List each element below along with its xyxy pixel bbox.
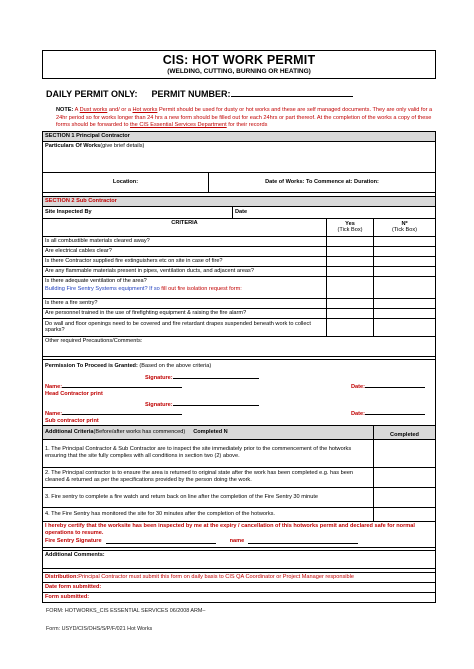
no-checkbox[interactable] [374, 257, 435, 266]
table-row [43, 488, 435, 508]
comments-label: Additional Comments: [45, 551, 105, 558]
head-name-label: Name: [45, 383, 63, 390]
yes-checkbox[interactable] [327, 247, 374, 256]
additional-heading: Additional Criteria [45, 429, 94, 436]
criteria-text: Is there adequate ventilation of the area? [45, 277, 147, 284]
dust-works-link[interactable]: Dust works [79, 107, 108, 113]
sentry-name-label: name [229, 538, 245, 545]
note-label: NOTE: [56, 107, 74, 113]
section1-heading-row [43, 132, 435, 142]
permission-block [43, 360, 435, 426]
table-row [43, 257, 435, 267]
table-row [43, 267, 435, 277]
location-label: Location: [43, 173, 209, 192]
yes-sub: (Tick Box) [337, 227, 363, 234]
sub-name-label: Name: [45, 410, 63, 417]
note-text-2: and/ or a [107, 107, 133, 113]
completed-checkbox[interactable] [374, 440, 435, 467]
no-checkbox[interactable] [374, 237, 435, 246]
permit-number-field[interactable] [231, 88, 353, 97]
no-checkbox[interactable] [374, 277, 435, 298]
additional-item-2: 2. The Principal contractor is to ensure the area is returned to original state after the work has been completed e.g. has been cleaned & returned as per the specifications provided by the person doing the work. [43, 468, 374, 487]
additional-item-3: 3. Fire sentry to complete a fire watch and return back on line after the completion of the Fire Sentry 30 minute [43, 488, 374, 507]
table-row [43, 237, 435, 247]
permit-table [42, 131, 436, 603]
completed-by-label: Completed N [193, 429, 228, 436]
hot-works-link[interactable]: Hot works [132, 107, 158, 113]
yes-checkbox[interactable] [327, 257, 374, 266]
sub-date-field[interactable] [365, 409, 425, 415]
additional-hint: (Before/after works has commenced) [93, 429, 186, 436]
permit-number-label: PERMIT NUMBER: [151, 89, 231, 99]
certify-row [43, 522, 435, 548]
form-subtitle: (WELDING, CUTTING, BURNING OR HEATING) [167, 68, 311, 75]
head-date-field[interactable] [365, 382, 425, 388]
criteria-text: Are personnel trained in the use of firefighting equipment & raising the fire alarm? [43, 309, 327, 318]
title-box [42, 50, 436, 79]
permission-hint: (Based on the above criteria) [137, 362, 212, 369]
table-row [43, 319, 435, 337]
no-checkbox[interactable] [374, 299, 435, 308]
additional-item-4: 4. The Fire Sentry has monitored the site for 30 minutes after the completion of the hotworks. [43, 508, 374, 521]
particulars-label: Particulars Of Works [45, 142, 101, 149]
sentry-name-field[interactable] [248, 538, 358, 544]
permit-form [42, 50, 436, 632]
isolation-text-a: Building Fire Sentry Systems equipment? If so [45, 285, 160, 292]
completed-checkbox[interactable] [374, 508, 435, 521]
other-precautions[interactable]: Other required Precautions/Comments: [45, 337, 143, 344]
head-contractor-label: Head Contractor print [45, 390, 103, 397]
criteria-text: Is all combustible materials cleared away? [43, 237, 327, 246]
additional-heading-row [43, 426, 435, 440]
yes-checkbox[interactable] [327, 299, 374, 308]
sub-name-field[interactable] [62, 409, 182, 415]
section2-heading: SECTION 2 Sub Contractor [45, 198, 117, 205]
table-row [43, 337, 435, 357]
form-submitted-label: Form submitted: [45, 594, 90, 601]
daily-permit-label: DAILY PERMIT ONLY: [46, 89, 138, 99]
table-row [43, 468, 435, 488]
distribution-text: Principal Contractor must submit this form on daily basis to CIS QA Coordinator or Project Manager responsible [78, 574, 355, 581]
criteria-text: Are electrical cables clear? [43, 247, 327, 256]
particulars-row[interactable] [43, 142, 435, 173]
completed-header: Completed [390, 431, 419, 438]
form-title: CIS: HOT WORK PERMIT [162, 53, 316, 67]
no-checkbox[interactable] [374, 309, 435, 318]
distribution-label: Distribution: [45, 574, 79, 581]
site-inspected-row [43, 207, 435, 219]
yes-checkbox[interactable] [327, 277, 374, 298]
permit-number-row [42, 88, 436, 99]
isolation-text-b: fill out fire isolation request form: [159, 285, 242, 292]
no-header: Nº [401, 221, 408, 228]
table-row [43, 277, 435, 299]
note-text-4: for their records [226, 122, 268, 129]
footer-line-2: Form: USYD/CIS/OHS/S/P/F/021 Hot Works [46, 625, 153, 632]
table-row [43, 247, 435, 257]
criteria-header-row [43, 219, 435, 237]
sub-signature-label: Signature: [145, 401, 173, 408]
particulars-hint: (give brief details) [100, 142, 145, 149]
yes-checkbox[interactable] [327, 319, 374, 336]
sub-date-label: Date: [351, 410, 365, 417]
criteria-text: Are any flammable materials present in pipes, ventilation ducts, and adjacent areas? [43, 267, 327, 276]
head-date-label: Date: [351, 383, 365, 390]
sentry-signature-label: Fire Sentry Signature [45, 538, 102, 545]
date-submitted-row [43, 583, 435, 593]
sub-contractor-label: Sub contractor print [45, 417, 99, 424]
no-checkbox[interactable] [374, 247, 435, 256]
table-row [43, 299, 435, 309]
date-submitted-label: Date form submitted: [45, 584, 102, 591]
completed-checkbox[interactable] [374, 488, 435, 507]
additional-item-1: 1. The Principal Contractor & Sub Contractor are to inspect the site immediately prior to the commencement of the hotworks ensuring that the site fully complies with all conditions in section two (2) above. [43, 440, 374, 467]
comments-row[interactable] [43, 551, 435, 569]
footer-line-1: FORM: HOTWORKS_CIS ESSENTIAL SERVICES 06/2008 ARM– [46, 607, 206, 614]
no-checkbox[interactable] [374, 267, 435, 276]
table-row [43, 309, 435, 319]
no-checkbox[interactable] [374, 319, 435, 336]
no-sub: (Tick Box) [392, 227, 417, 234]
yes-checkbox[interactable] [327, 237, 374, 246]
location-row [43, 173, 435, 193]
criteria-text: Do wall and floor openings need to be covered and fire retardant drapes suspended beneath work to collect sparks? [43, 319, 327, 336]
section2-heading-row [43, 197, 435, 207]
criteria-header: CRITERIA [43, 219, 327, 236]
site-inspected-label: Site Inspected By [43, 207, 233, 218]
head-signature-label: Signature: [145, 374, 173, 381]
note-text-1: A [73, 107, 80, 113]
head-name-field[interactable] [62, 382, 182, 388]
head-signature-field[interactable] [173, 373, 259, 379]
sub-signature-field[interactable] [173, 400, 259, 406]
note-text-3: Permit should be used for dusty or hot works and these are self managed documents. They are only valid for a 24hr period so for works longer than 24 hrs a new form should be filled out for each 24hrs or part thereof. At the completion of the works a copy of these forms should be forwarded to [56, 107, 433, 129]
criteria-text: Is there Contractor supplied fire extinguishers etc on site in case of fire? [43, 257, 327, 266]
note-paragraph [42, 107, 436, 130]
permission-label: Permission To Proceed is Granted: [45, 362, 138, 369]
yes-checkbox[interactable] [327, 267, 374, 276]
form-submitted-row [43, 593, 435, 603]
table-row [43, 440, 435, 468]
criteria-text: Is there a fire sentry? [43, 299, 327, 308]
section1-heading: SECTION 1 Principal Contractor [45, 133, 130, 140]
inspected-date-label: Date [235, 209, 248, 216]
essential-services-link[interactable]: the CIS Essential Services Department [130, 122, 227, 129]
yes-header: Yes [345, 221, 355, 228]
certify-text: I hereby certify that the worksite has been inspected by me at the expiry / cancellation of this hotworks permit and declared safe for normal operations to resume. [45, 522, 415, 536]
works-date-label: Date of Works: To Commence at: Duration: [265, 179, 379, 186]
completed-checkbox[interactable] [374, 468, 435, 487]
table-row [43, 508, 435, 522]
sentry-signature-field[interactable] [106, 538, 216, 544]
distribution-row [43, 573, 435, 583]
yes-checkbox[interactable] [327, 309, 374, 318]
